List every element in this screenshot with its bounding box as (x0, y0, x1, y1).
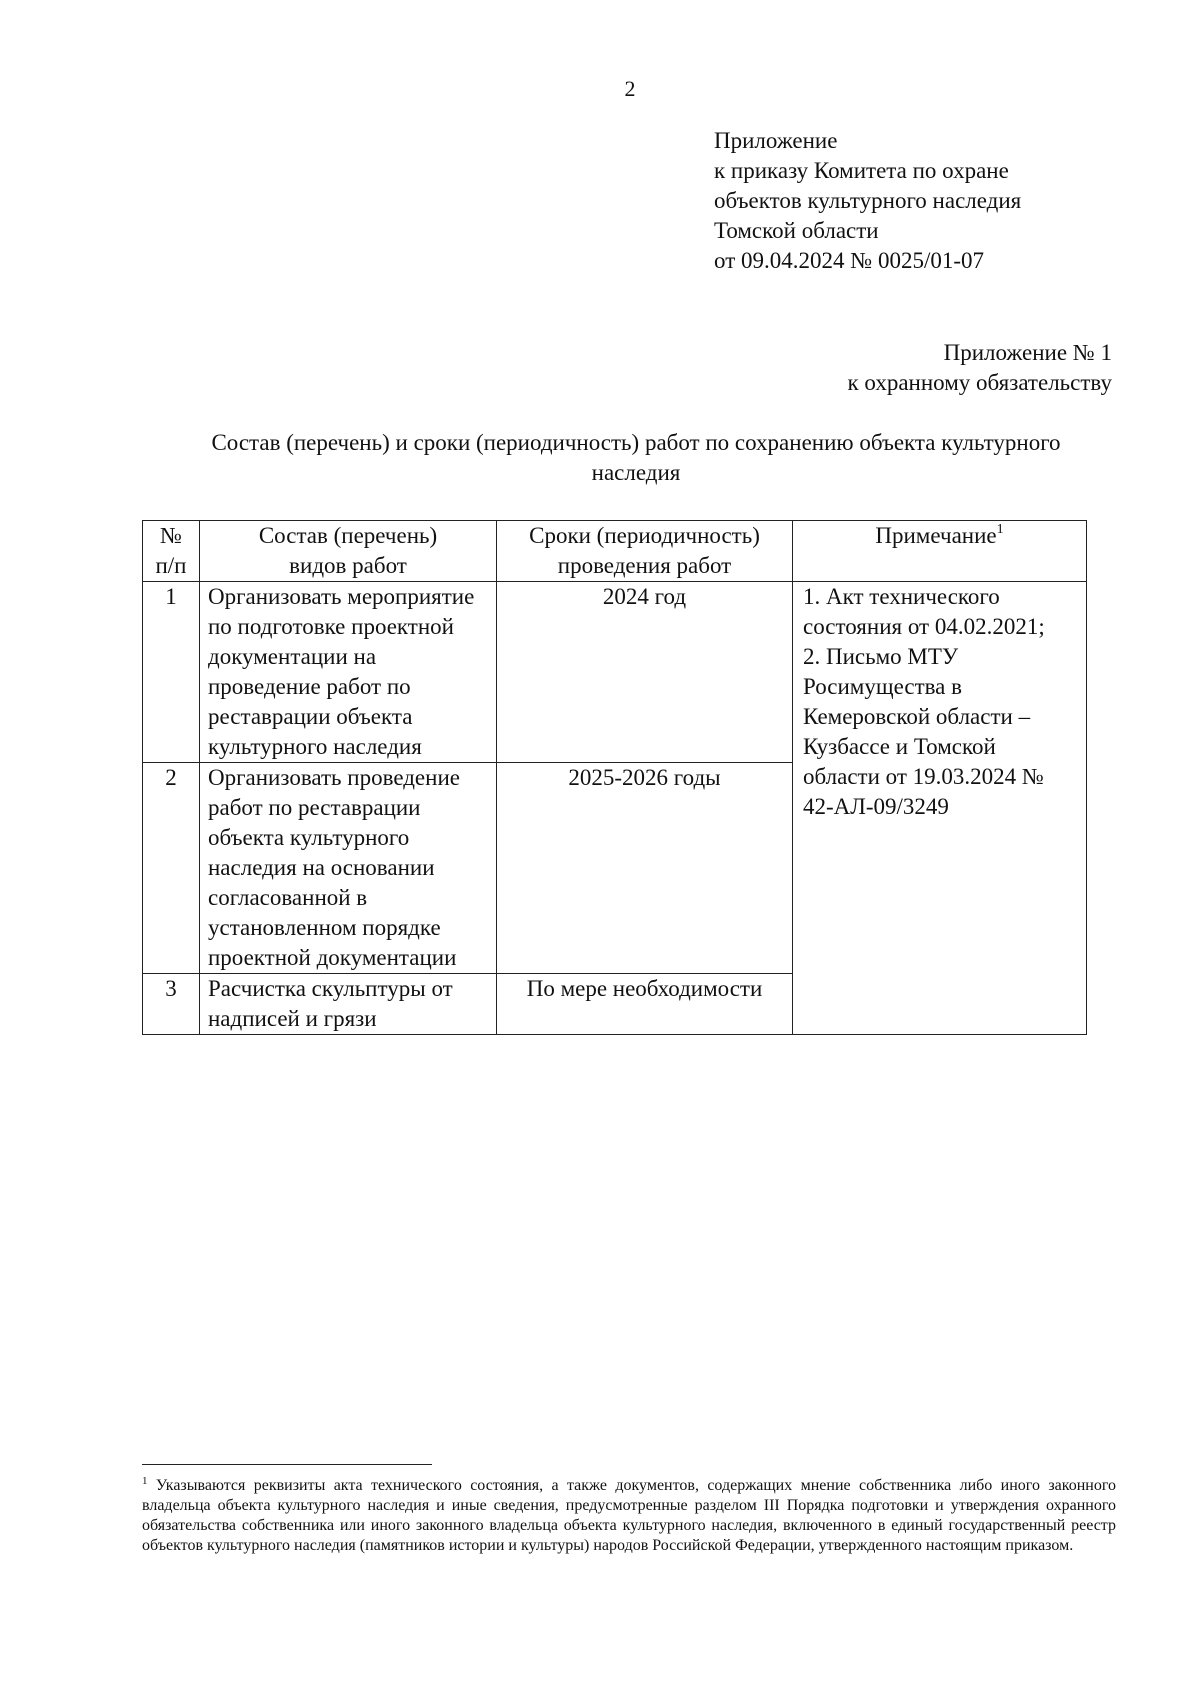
footnote-ref[interactable]: 1 (996, 522, 1004, 537)
row-note (793, 582, 1087, 1035)
appendix-order-block (714, 126, 1021, 276)
header-work-line: Состав (перечень) (258, 523, 438, 548)
appendix-order-line: Приложение (714, 128, 838, 153)
header-term (497, 521, 793, 582)
appendix-order-line: объектов культурного наследия (714, 188, 1022, 213)
row-work: Расчистка скульптуры от надписей и грязи (200, 974, 497, 1035)
row-num: 3 (143, 974, 200, 1035)
works-table (142, 520, 1087, 1035)
note-line: 2. Письмо МТУ Росимущества в Кемеровской области – Кузбассе и Томской области от 19.03.2024 № 42-АЛ-09/3249 (803, 644, 1044, 819)
header-num (143, 521, 200, 582)
table-header-row (143, 521, 1087, 582)
header-num-line: п/п (155, 553, 187, 578)
footnote-separator (142, 1464, 432, 1465)
row-work: Организовать проведение работ по реставрации объекта культурного наследия на основании согласованной в установленном порядке проектной документации (200, 763, 497, 974)
appendix-obligation-block (847, 338, 1112, 398)
appendix-order-line: к приказу Комитета по охране (714, 158, 1009, 183)
header-note-label: Примечание (875, 523, 997, 548)
row-num: 2 (143, 763, 200, 974)
header-note (793, 521, 1087, 582)
header-work (200, 521, 497, 582)
appendix-obligation-line: Приложение № 1 (943, 340, 1112, 365)
header-work-line: видов работ (289, 553, 407, 578)
row-work: Организовать мероприятие по подготовке проектной документации на проведение работ по реставрации объекта культурного наследия (200, 582, 497, 763)
note-line: 1. Акт технического состояния от 04.02.2021; (803, 584, 1045, 639)
document-title: Состав (перечень) и сроки (периодичность) работ по сохранению объекта культурного наследия (211, 430, 1061, 485)
header-num-line: № (160, 523, 182, 548)
appendix-obligation-line: к охранному обязательству (847, 370, 1112, 395)
row-num: 1 (143, 582, 200, 763)
footnote (142, 1476, 1116, 1556)
row-term: 2025-2026 годы (497, 763, 793, 974)
page-number: 2 (624, 76, 636, 101)
appendix-order-line: от 09.04.2024 № 0025/01-07 (714, 248, 984, 273)
row-term: По мере необходимости (497, 974, 793, 1035)
footnote-text: Указываются реквизиты акта технического состояния, а также документов, содержащих мнение собственника либо иного законного владельца объекта культурного наследия и иные сведения, предусмотренные разделом III Порядка подготовки и утверждения охранного обязательства собственника или иного законного владельца объекта культурного наследия, включенного в единый государственный реестр объектов культурного наследия (памятников истории и культуры) народов Российской Федерации, утвержденного настоящим приказом. (142, 1477, 1116, 1554)
row-term: 2024 год (497, 582, 793, 763)
footnote-mark: 1 (142, 1475, 148, 1487)
header-term-line: Сроки (периодичность) (529, 523, 760, 548)
appendix-order-line: Томской области (714, 218, 879, 243)
table-row (143, 582, 1087, 763)
header-term-line: проведения работ (557, 553, 732, 578)
